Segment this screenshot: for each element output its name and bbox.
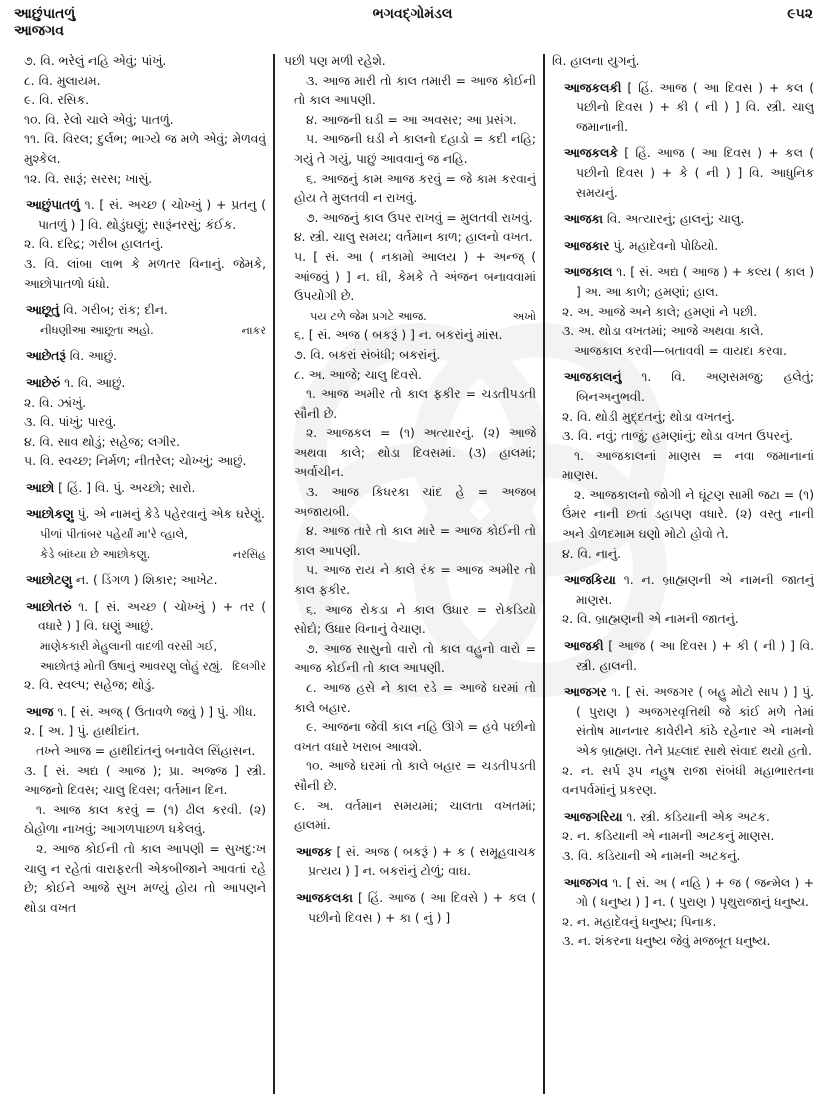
idiom-definition: ૨. આજકાલનો જોગી ને ઘૂંટણ સામી જટા = (૧) ઉંમર નાની છતાં ડહાપણ વધારે. (૨) વસ્તુ નાની અને ડોળદમામ ઘણો મોટો હોવો તે. — [562, 487, 814, 542]
headword: આછોતરું — [26, 599, 72, 614]
definition-text: ૧. [ સં. અચ્છ ( ચોખ્ખું ) + પ્રતનુ ( પાતળું ) ] વિ. થોડુંઘણું; સારૂંનરસું; કંઈક. — [38, 198, 266, 232]
sense-definition: ૯. વિ. રસિક. — [24, 93, 90, 108]
column-divider — [273, 54, 275, 1094]
sense-definition: ૫. વિ. સ્વચ્છ; નિર્મળ; નીતરેલ; ચોખ્ખું; આછું. — [24, 454, 247, 469]
idiom-definition: ૨. આજ કોઈની તો કાલ આપણી = સુખદુ:ખ ચાલુ ન રહેતાં વારાફરતી એકબીજાને આવતાં રહે છે; કોઈને આજે સુખ મળ્યું હોય તો આપણને થોડા વખત — [24, 841, 266, 915]
dictionary-entry — [564, 874, 814, 913]
idiom-definition: ૧. આજકાલનાં માણસ = નવા જમાનાનાં માણસ. — [562, 448, 814, 483]
idiom-definition: ૧૦. આજે ઘરમાં તો કાલે બહાર = ચડતીપડતી સૌની છે. — [294, 759, 536, 793]
dictionary-entry — [564, 237, 814, 257]
definition-text: ૧. [ સં. અચ્છ ( ચોખ્ખું ) + તર ( વધારે ) ] વિ. ઘણું આછું. — [38, 599, 266, 634]
guide-word-first: આછુંપાતળું — [14, 6, 76, 22]
headword: આછોટણુ — [26, 573, 73, 588]
definition-text: ૧. [ સં. અજગર ( બહુ મોટો સાપ ) ] પું. ( પુરાણ ) અજગરવૃત્તિથી જે કાંઈ મળે તેમાં સંતોષ માનનાર કાવેરીને કાંઠે રહેનાર એ નામનો એક બ્રાહ્મણ. તેને પ્રહ્લાદ સાથે સંવાદ થયો હતો. — [576, 685, 814, 758]
quotation-attribution: નરસિંહ — [232, 547, 266, 561]
dictionary-entry — [26, 598, 266, 637]
dictionary-entry — [296, 889, 536, 928]
headword: આછેરું — [26, 375, 61, 390]
quotation-line — [14, 545, 266, 565]
sense-definition: ૩. વિ. નવું; તાજું; હમણાંનું; થોડા વખત ઉપરનું. — [562, 429, 794, 444]
definition-text: ૧. [ સં. અજ્ ( ઉતાવળે જવું ) ] પું. ગીધ. — [53, 704, 257, 719]
sense-definition: ૨. વિ. દરિદ્ર; ગરીબ હાલતનું. — [24, 237, 164, 252]
sense-definition: ૩. [ સં. અદ્ય ( આજ ); પ્રા. અજ્જ ] સ્ત્રી. આજનો દિવસ; ચાલુ દિવસ; વર્તમાન દિન. — [24, 763, 266, 798]
headword: આજક — [296, 844, 332, 859]
sense-definition: ૨. ન. મહાદેવનું ધનુષ્ય; પિનાક. — [562, 914, 717, 929]
dictionary-entry — [564, 683, 814, 761]
headword: આજકલકે — [564, 146, 618, 161]
idiom-definition: ૧. આજ અમીર તો કાલ ફકીર = ચડતીપડતી સૌની છે. — [294, 387, 536, 421]
quotation-text: માણેકકારી મેહુલાની વાદળી વરસી ગઈ, — [40, 639, 218, 654]
sense-definition: ૪. વિ. સાવ થોડું; સહેજ; લગીર. — [24, 434, 180, 449]
dictionary-entry — [564, 263, 814, 302]
dictionary-entry — [564, 144, 814, 203]
sense-definition: ૪. સ્ત્રી. ચાલુ સમય; વર્તમાન કાળ; હાલનો વખત. — [294, 230, 533, 245]
headword: આજકલકા — [296, 890, 353, 905]
definition-text: વિ. આછું. — [65, 349, 118, 364]
quotation-text: પીળાં પીતાંબર પહેર્યાં મા'રે વ્હાલે, — [40, 527, 188, 542]
definition-text: ૧. [ સં. અ ( નહિ ) + જ ( જન્મેલ ) + ગો ( ધનુષ્ય ) ] ન. ( પુરાણ ) પૃથુરાજાનું ધનુષ્ય. — [576, 875, 814, 910]
sense-definition: ૩. અ. થોડા વખતમાં; આજે અથવા કાલે. — [562, 324, 764, 339]
sense-definition: ૩. ન. શંકરના ધનુષ્ય જેવું મજબૂત ધનુષ્ય. — [562, 934, 771, 949]
guide-word-last: આજગવ — [14, 23, 64, 39]
quotation-line — [14, 525, 266, 545]
idiom-definition: ૫. આજની ઘડી ને કાલનો દહાડો = કદી નહિ; ગયું તે ગયું, પાછું આવવાનું જ નહિ. — [294, 132, 536, 166]
quotation-line — [14, 637, 266, 657]
dictionary-entry — [564, 79, 814, 138]
idiom-definition: તખ્તે આજ = હાથીદાંતનું બનાવેલ સિંહાસન. — [36, 744, 256, 758]
quotation-attribution: નાકર — [241, 323, 266, 337]
sense-definition: ૩. વિ. કડિયાની એ નામની અટકનું. — [562, 848, 741, 863]
headword: આજકિયા — [564, 573, 616, 588]
dictionary-entry — [26, 505, 266, 525]
idiom-definition: ૩. આજ કિધરકા ચાંદ હે = અજબ અજાયબી. — [294, 485, 536, 519]
headword: આજગર — [564, 685, 607, 700]
idiom-definition: ૭. આજનું કાલ ઉપર રાખવું = મુલતવી રાખવું. — [306, 210, 533, 225]
idiom-definition: ૬. આજનું કામ આજ કરવું = જે કામ કરવાનું હોય તે મુલતવી ન રાખવું. — [294, 171, 536, 206]
definition-text: ૧. [ સં. અદ્ય ( આજ ) + કલ્ય ( કાલ ) ] અ. આ કાળે; હમણાં; હાલ. — [576, 265, 814, 299]
headword: આજ — [26, 704, 54, 719]
quotation-text: આછોતરૂં મોતી ઉષાનું આવરણુ લોહું રહ્યું. — [40, 658, 224, 673]
quotation-text: નીધણીઆ આછૂતા અહો. — [40, 322, 154, 337]
idiom-definition: ૭. આજ સાસુનો વારો તો કાલ વહુનો વારો = આજ કોઈની તો કાલ આપણી. — [294, 641, 536, 676]
definition-text: [ હિં. આજ ( આ દિવસે ) + કલ ( પછીનો દિવસ ) + કા ( નું ) ] — [308, 890, 536, 925]
page-number: ૯૫૨ — [787, 6, 813, 22]
sense-definition: ૨. ન. કડિયાની એ નામની અટકનું માણસ. — [562, 829, 775, 844]
idiom-definition: આજકાલ કરવી—બતાવવી = વાયદા કરવા. — [574, 343, 787, 358]
definition-text: વિ. ગરીબ; રાંક; દીન. — [59, 303, 168, 318]
sense-definition: ૯. અ. વર્તમાન સમયમાં; ચાલતા વખતમાં; હાલમાં. — [294, 798, 536, 833]
definition-text: [ હિં. આજ ( આ દિવસ ) + કલ ( પછીનો દિવસ ) + કી ( ની ) ] વિ. સ્ત્રી. ચાલુ જમાનાની. — [576, 80, 814, 134]
sense-definition: ૨. વિ. બ્રાહ્મણની એ નામની જાતનું. — [562, 612, 739, 627]
dictionary-entry — [26, 347, 266, 367]
headword: આજગવ — [564, 875, 608, 890]
page-header — [0, 0, 825, 42]
dictionary-entry — [26, 479, 266, 499]
sense-definition: ૮. અ. આજે; ચાલુ દિવસે. — [294, 367, 422, 382]
idiom-definition: ૬. આજ રોકડા ને કાલ ઉધાર = રોકડિયો સોદો; ઉધાર વિનાનું વેચાણ. — [294, 602, 536, 637]
definition-text: [ હિં. ] વિ. પું. અચ્છો; સારો. — [54, 480, 196, 495]
dictionary-entry — [564, 808, 814, 828]
definition-text: વિ. અત્યારનું; હાલનું; ચાલુ. — [602, 212, 745, 227]
headword: આજકાર — [564, 238, 610, 253]
headword: આજગરિયા — [564, 809, 623, 824]
dictionary-entry — [26, 703, 266, 723]
quotation-text: પય ટળે જેમ પ્રગટે આજ. — [310, 308, 427, 323]
sense-definition: ૩. વિ. લાંબા લાભ કે મળતર વિનાનું. જેમકે, આછોપાતળો ધંધો. — [24, 256, 266, 291]
dictionary-entry — [564, 210, 814, 230]
sense-definition: ૧૦. વિ. રેલો ચાલે એવું; પાતળું. — [24, 112, 174, 127]
definition-text: ન. ( ડિંગળ ) શિકાર; આખેટ. — [72, 573, 218, 588]
sense-definition: ૨. અ. આજે અને કાલે; હમણાં ને પછી. — [562, 304, 758, 319]
quotation-line — [14, 321, 266, 341]
quotation-attribution: દિલગીર — [232, 659, 266, 673]
headword: આછૂતું — [26, 303, 60, 318]
idiom-definition: ૧. આજ કાલ કરવું = (૧) ઢીલ કરવી. (૨) ઠોહોળા નાખવું; આગળપાછળ ધકેલવું. — [24, 802, 266, 837]
definition-text: ૧. વિ. આછું. — [60, 375, 126, 390]
quotation-line — [14, 657, 266, 677]
headword: આજકી — [564, 639, 604, 654]
sense-definition: ૨. વિ. સ્વલ્પ; સહેજ; થોડું. — [24, 678, 156, 693]
headword: આજકલકી — [564, 80, 622, 95]
definition-text: પું. મહાદેવનો પોઠિયો. — [609, 238, 719, 253]
headword: આજકાલનું — [564, 370, 622, 385]
sense-definition: ૧૨. વિ. સારૂં; સરસ; ખાસું. — [24, 171, 153, 186]
headword: આછેતરૂં — [26, 349, 66, 364]
column-divider — [543, 54, 545, 1094]
dictionary-entry — [296, 843, 536, 882]
quotation-attribution: અખો — [512, 309, 536, 323]
quotation-line — [284, 307, 536, 327]
definition-text: પું. એ નામનું કેડે પહેરવાનું એક ઘરેણું. — [73, 507, 265, 522]
idiom-definition: ૪. આજની ઘડી = આ અવસર; આ પ્રસંગ. — [306, 112, 517, 127]
quotation-text: કેડે બાંધ્યા છે આછોકણુ. — [40, 546, 151, 561]
continued-text: વિ. હાલના યુગનું. — [552, 54, 640, 68]
dictionary-entry — [564, 571, 814, 610]
idiom-definition: ૩. આજ મારી તો કાલ તમારી = આજ કોઈની તો કાલ આપણી. — [294, 73, 536, 108]
sense-definition: ૮. વિ. મુલાયમ. — [24, 73, 101, 88]
sense-definition: ૨. [ અ. ] પું. હાથીદાંત. — [24, 724, 140, 739]
continued-text: પછી પણ મળી રહેશે. — [284, 54, 386, 68]
idiom-definition: ૯. આજના જેવી કાલ નહિ ઊગે = હવે પછીનો વખત વધારે ખરાબ આવશે. — [294, 720, 536, 754]
idiom-definition: ૨. આજકલ = (૧) અત્યારનું. (૨) આજે અથવા કાલે; થોડા દિવસમાં. (૩) હાલમાં; અર્વાચીન. — [294, 426, 536, 480]
sense-definition: ૭. વિ. ભરેલું નહિ એવું; પાંખું. — [24, 54, 167, 68]
dictionary-column-2 — [284, 52, 536, 1097]
idiom-definition: ૪. આજ તારે તો કાલ મારે = આજ કોઈની તો કાલ આપણી. — [294, 524, 536, 558]
headword: આછુંપાતળું — [26, 198, 80, 213]
dictionary-entry — [26, 571, 266, 591]
sense-definition: ૨. વિ. ઝાંખું. — [24, 395, 87, 410]
sense-definition: ૨. વિ. થોડી મુદ્દતનું; થોડા વખતનું. — [562, 409, 735, 424]
sense-definition: ૧૧. વિ. વિરલ; દુર્લભ; ભાગ્યે જ મળે એવું; મેળવવું મુશ્કેલ. — [24, 132, 266, 166]
sense-definition: ૩. વિ. પાંખું; પારવું. — [24, 415, 117, 430]
sense-definition: ૨. ન. સર્પ રૂપ નહુષ રાજા સંબંધી મહાભારતના વનપર્વમાંનું પ્રકરણ. — [562, 763, 814, 798]
sense-definition: ૬. [ સં. અજ ( બકરૂં ) ] ન. બકરાંનું માંસ. — [294, 328, 503, 343]
definition-text: [ સં. અજ ( બકરૂં ) + ક ( સમૂહવાચક પ્રત્યય ) ] ન. બકરાંનું ટોળું; વાઘ. — [308, 844, 536, 879]
headword: આછોકણુ — [26, 507, 74, 522]
idiom-definition: ૫. આજ રાય ને કાલે રંક = આજ અમીર તો કાલ ફકીર. — [294, 563, 536, 598]
dictionary-entry — [26, 301, 266, 321]
dictionary-entry — [564, 368, 814, 407]
definition-text: ૧. ન. બ્રાહ્મણની એ નામની જાતનું માણસ. — [576, 573, 814, 607]
headword: આછો — [26, 480, 55, 495]
definition-text: ૧. વિ. અણસમજુ; હલેતું; બિનઅનુભવી. — [576, 370, 814, 404]
book-title: ભગવદ્ગોમંડલ — [372, 6, 453, 22]
definition-text: [ આજ ( આ દિવસ ) + કી ( ની ) ] વિ. સ્ત્રી. હાલની. — [576, 639, 814, 673]
definition-text: ૧. સ્ત્રી. કડિયાની એક અટક. — [622, 809, 770, 824]
dictionary-column-3 — [552, 52, 814, 1097]
headword: આજકા — [564, 212, 603, 227]
idiom-definition: ૮. આજ હસે ને કાલ રડે = આજે ઘરમાં તો કાલે બહાર. — [294, 681, 536, 715]
dictionary-entry — [564, 637, 814, 676]
headword: આજકાલ — [564, 265, 613, 280]
dictionary-column-1 — [14, 52, 266, 1097]
sense-definition: ૪. વિ. નાનું. — [562, 546, 621, 561]
sense-definition: ૫. [ સં. આ ( નકામો આલય ) + અન્જ્ ( આંજવું ) ] ન. ઘી, કેમકે તે અંજન બનાવવામાં ઉપયોગી છે. — [294, 249, 536, 304]
definition-text: [ હિં. આજ ( આ દિવસ ) + કલ ( પછીનો દિવસ ) + કે ( ની ) ] વિ. આધુનિક સમયનું. — [576, 146, 814, 200]
dictionary-entry — [26, 374, 266, 394]
sense-definition: ૭. વિ. બકરાં સંબંધી; બકરાંનું. — [294, 347, 441, 362]
dictionary-entry — [26, 196, 266, 235]
